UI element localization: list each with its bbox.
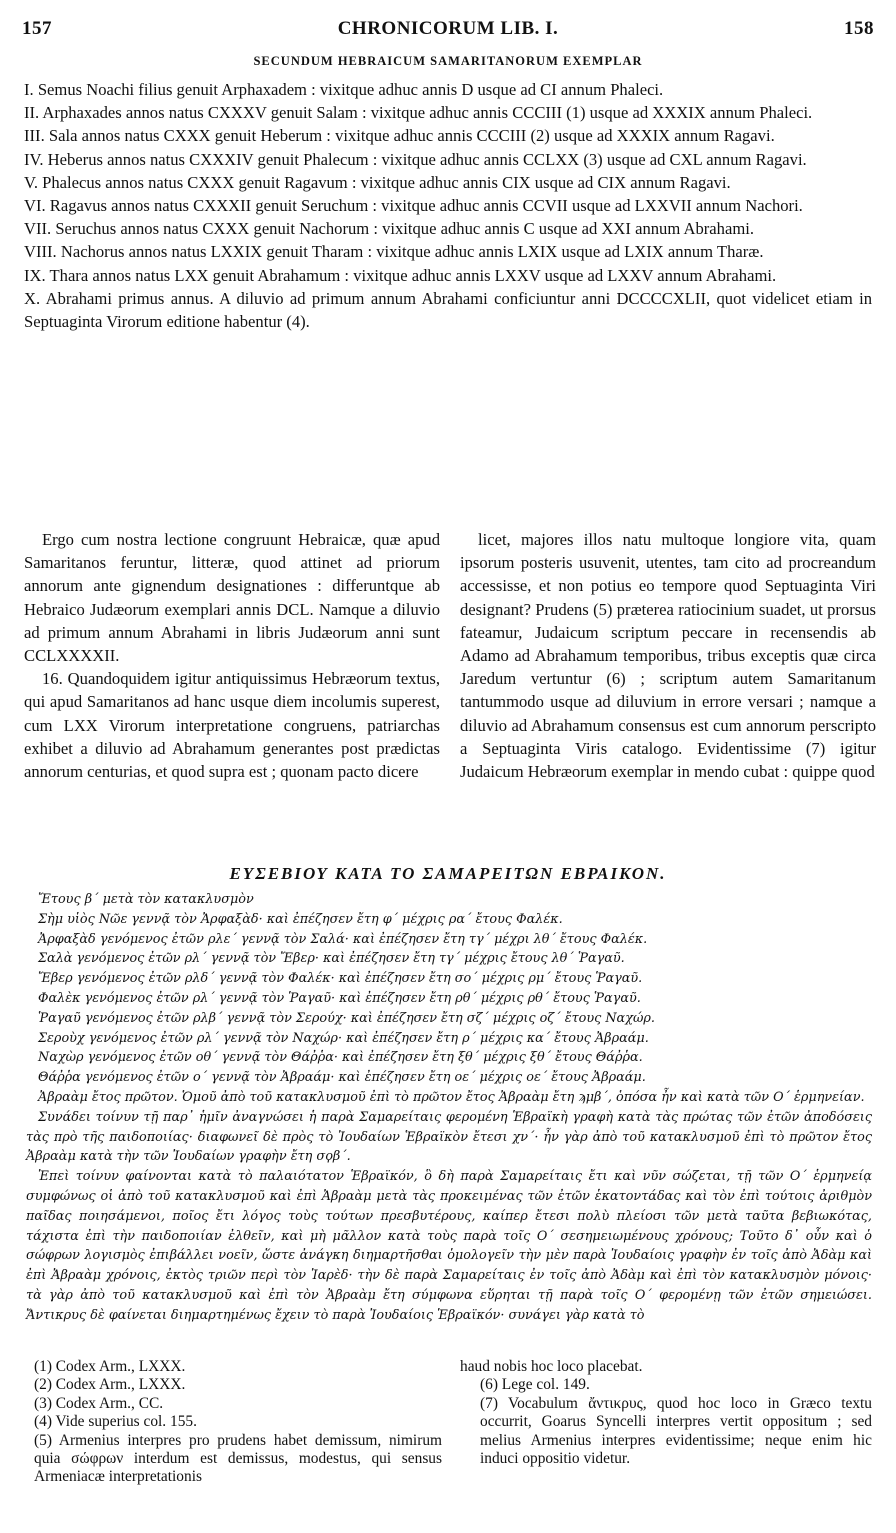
footnote: (6) Lege col. 149. bbox=[480, 1376, 590, 1394]
footnotes-right bbox=[460, 1358, 872, 1468]
generation-list bbox=[24, 78, 872, 333]
section-heading: SECUNDUM HEBRAICUM SAMARITANORUM EXEMPLAR bbox=[253, 54, 643, 68]
greek-line: Ἀρφαξὰδ γενόμενος ἐτῶν ρλε´ γεννᾷ τὸν Σαλά· καὶ ἐπέζησεν ἔτη τγ´ μέχρι λθ´ ἔτους Φαλέκ. bbox=[38, 931, 648, 947]
greek-line: Ἔτους β´ μετὰ τὸν κατακλυσμὸν bbox=[38, 892, 254, 907]
greek-line: Φαλὲκ γενόμενος ἐτῶν ρλ´ γεννᾷ τὸν Ῥαγαῦ· καὶ ἐπέζησεν ἔτη ρθ´ μέχρις ρθ´ ἔτους Ῥαγαῦ. bbox=[38, 990, 641, 1006]
generation-entry: II. Arphaxades annos natus CXXXV genuit Salam : vixitque adhuc annis CCCIII (1) usque ad XXXIX annum Phaleci. bbox=[24, 103, 813, 123]
footnote: (2) Codex Arm., LXXX. bbox=[34, 1376, 186, 1394]
generation-entry: III. Sala annos natus CXXX genuit Heberum : vixitque adhuc annis CCCIII (2) usque ad XXXIX annum Ragavi. bbox=[24, 126, 775, 146]
greek-section-title: ΕΥΣΕΒΙΟΥ ΚΑΤΑ ΤΟ ΣΑΜΑΡΕΙΤΩΝ ΕΒΡΑΙΚΟΝ. bbox=[229, 864, 667, 883]
generation-entry: VI. Ragavus annos natus CXXXII genuit Seruchum : vixitque adhuc annis CCVII usque ad LXXVII annum Nachori. bbox=[24, 196, 803, 216]
greek-text bbox=[26, 890, 872, 1326]
generation-entry: VII. Seruchus annos natus CXXX genuit Nachorum : vixitque adhuc annis C usque ad XXI annum Abrahami. bbox=[24, 219, 754, 239]
footnote: haud nobis hoc loco placebat. bbox=[460, 1358, 643, 1375]
generation-entry: I. Semus Noachi filius genuit Arphaxadem : vixitque adhuc annis D usque ad CI annum Phaleci. bbox=[24, 80, 664, 99]
generation-entry: IX. Thara annos natus LXX genuit Abrahamum : vixitque adhuc annis LXXV usque ad LXXV annum Abrahami. bbox=[24, 265, 777, 285]
paragraph: licet, majores illos natu multoque longiore vita, quam ipsorum posteris usuvenit, utentes, tam cito ad procreandum accessisse, et non potius eo tempore quod Septuaginta Viri designant? Prudens (5) præterea ratiocinium suadet, ut prorsus fateamur, Judaicum scriptum peccare in recensendis ab Adamo ad Abrahamum temporibus, tribus exceptis quæ circa Jaredum vertuntur (6) ; scriptum autem Samaritanum tantummodo usque ad diluvium in errore versari ; namque a diluvio ad Abrahamum consensus est cum annorum perscripto a Septuaginta Viris catalogo. Evidentissime (7) igitur Judaicum Hebræorum exemplar in mendo cubat : quippe quod bbox=[460, 530, 876, 782]
greek-line: Σεροὺχ γενόμενος ἐτῶν ρλ´ γεννᾷ τὸν Ναχώρ· καὶ ἐπέζησεν ἔτη ρ´ μέχρις κα´ ἔτους Ἀβραάμ. bbox=[38, 1030, 649, 1046]
footnote: (7) Vocabulum ἄντικρυς, quod hoc loco in Græco textu occurrit, Goarus Syncelli interpres vertit oppositum ; sed melius Armenius interpres evidentissime; neque enim hic induci oppositio videtur. bbox=[480, 1394, 872, 1468]
greek-line: Θάῤῥα γενόμενος ἐτῶν ο´ γεννᾷ τὸν Ἀβραάμ· καὶ ἐπέζησεν ἔτη οε´ μέχρις οε´ ἔτους Ἀβραάμ. bbox=[38, 1070, 646, 1086]
running-header bbox=[22, 18, 874, 44]
generation-entry: VIII. Nachorus annos natus LXXIX genuit Tharam : vixitque adhuc annis LXIX usque ad LXIX annum Tharæ. bbox=[24, 242, 764, 262]
right-page-number: 158 bbox=[844, 18, 874, 39]
greek-line: Ναχὼρ γενόμενος ἐτῶν οθ´ γεννᾷ τὸν Θάῤῥα· καὶ ἐπέζησεν ἔτη ξθ´ μέχρις ξθ´ ἔτους Θάῤῥα. bbox=[38, 1050, 643, 1066]
left-page-number: 157 bbox=[22, 18, 52, 39]
greek-line: Σαλὰ γενόμενος ἐτῶν ρλ´ γεννᾷ τὸν Ἔβερ· καὶ ἐπέζησεν ἔτη τγ´ μέχρις ἔτους λθ´ Ῥαγαῦ. bbox=[38, 951, 625, 967]
generation-entry: IV. Heberus annos natus CXXXIV genuit Phalecum : vixitque adhuc annis CCLXX (3) usque ad CXL annum Ragavi. bbox=[24, 149, 807, 169]
greek-paragraph: Ἀβραὰμ ἔτος πρῶτον. Ὁμοῦ ἀπὸ τοῦ κατακλυσμοῦ ἐπὶ τὸ πρῶτον ἔτος Ἀβραὰμ ἔτη ϡμβ´, ὁπόσα ἦν καὶ κατὰ τῶν Ο´ ἑρμηνείαν. bbox=[38, 1089, 865, 1105]
right-column bbox=[460, 528, 876, 783]
footnote: (3) Codex Arm., CC. bbox=[34, 1394, 164, 1412]
left-column bbox=[24, 528, 440, 783]
paragraph: 16. Quandoquidem igitur antiquissimus Hebræorum textus, qui apud Samaritanos ad hanc usque diem incolumis superest, cum LXX Virorum interpretatione congruens, patriarchas exhibet a diluvio ad Abrahamum generantes post prædictas annorum centurias, et quod supra est ; quonam pacto dicere bbox=[24, 669, 440, 782]
greek-line: Ἔβερ γενόμενος ἐτῶν ρλδ´ γεννᾷ τὸν Φαλέκ· καὶ ἐπέζησεν ἔτη σο´ μέχρις ρμ´ ἔτους Ῥαγαῦ. bbox=[38, 971, 643, 987]
footnote: (5) Armenius interpres pro prudens habet demissum, nimirum quia σώφρων interdum est demissus, modestus, qui sensus Armeniacæ interpretationis bbox=[34, 1431, 442, 1486]
footnote: (4) Vide superius col. 155. bbox=[34, 1413, 197, 1431]
greek-paragraph: Ἐπεὶ τοίνυν φαίνονται κατὰ τὸ παλαιότατον Ἑβραϊκόν, ὃ δὴ παρὰ Σαμαρείταις ἔτι καὶ νῦν σώζεται, τῇ τῶν Ο´ ἑρμηνείᾳ συμφώνως οἱ ἀπὸ τοῦ κατακλυσμοῦ καὶ ἐπὶ Ἀβραὰμ μετὰ τὰς προκειμένας τῶν ἐτῶν ἑκατοντάδας καὶ τὸν ἐπὶ τούτοις ἀριθμὸν παῖδας ποιησάμενοι, ποῖος ἔτι λόγος τοὺς τούτων πρεσβυτέρους, καίπερ ἔτεσι πολὺ πλείοσι τῶν μετὰ ταῦτα βεβιωκότας, τάχιστα ἐπὶ τὴν παιδοποιίαν ἐλθεῖν, καὶ μὴ μᾶλλον κατὰ τοὺς παρὰ τοῖς Ο´ σεσημειωμένους χρόνους; Τοῦτο δ᾽ οὖν καὶ ὁ σώφρων λογισμὸς ἐπιβάλλει νοεῖν, ὥστε ἀνάγκη διημαρτῆσθαι ὁμολογεῖν τὴν μὲν παρὰ Ἰουδαίοις γραφὴν ἐν τοῖς ἀπὸ Ἀδὰμ καὶ ἐπὶ Ἀβραὰμ χρόνοις, ἐκτὸς τριῶν περὶ τὸν Ἰαρὲδ· τὴν δὲ παρὰ Σαμαρείταις ἐν τοῖς ἀπὸ Ἀδὰμ καὶ ἐπὶ τὸν κατακλυσμὸν μόνοις· τὰ γὰρ ἀπὸ τοῦ κατακλυσμοῦ καὶ ἐπὶ τὸν Ἀβραὰμ ἔτη σύμφωνα εὕρηται τῇ παρὰ τοῖς Ο´ φερομένῃ τῶν ἐτῶν σημειώσει. Ἄντικρυς δὲ φαίνεται διημαρτημένως ἔχειν τὸ παρὰ Ἰουδαίοις Ἑβραϊκόν· συνάγει γὰρ κατὰ τὸ bbox=[26, 1169, 872, 1323]
generation-entry: X. Abrahami primus annus. A diluvio ad primum annum Abrahami conficiuntur anni DCCCCXLII, quot videlicet etiam in Septuaginta Virorum editione habentur (4). bbox=[24, 288, 872, 332]
running-title: CHRONICORUM LIB. I. bbox=[337, 18, 559, 39]
footnote: (1) Codex Arm., LXXX. bbox=[34, 1358, 186, 1375]
greek-line: Σὴμ υἱὸς Νῶε γεννᾷ τὸν Ἀρφαξὰδ· καὶ ἐπέζησεν ἔτη φ´ μέχρις ρα´ ἔτους Φαλέκ. bbox=[38, 911, 563, 927]
footnotes-left bbox=[34, 1358, 442, 1487]
greek-paragraph: Συνάδει τοίνυν τῇ παρ᾽ ἡμῖν ἀναγνώσει ἡ παρὰ Σαμαρείταις φερομένη Ἑβραϊκὴ γραφὴ κατὰ τὰς πρώτας τῶν ἐτῶν ἀποδόσεις τὰς πρὸ τῆς παιδοποιίας· διαφωνεῖ δὲ πρὸς τὸ Ἰουδαίων Ἑβραϊκὸν ἔτεσι χν´· ἦν γὰρ ἀπὸ τοῦ κατακλυσμοῦ ἐπὶ τὸ πρῶτον ἔτος Ἀβραὰμ κατὰ τὴν τῶν Ἰουδαίων γραφὴν ἔτη σϙβ´. bbox=[26, 1109, 872, 1165]
paragraph: Ergo cum nostra lectione congruunt Hebraicæ, quæ apud Samaritanos feruntur, litteræ, quod attinet ad priorum annorum ante gignendum designationes : differuntque ab Hebraico Judæorum exemplari annis DCL. Namque a diluvio ad primum annum Abrahami in libris Judæorum anni sunt CCLXXXXII. bbox=[24, 530, 440, 666]
greek-line: Ῥαγαῦ γενόμενος ἐτῶν ρλβ´ γεννᾷ τὸν Σερούχ· καὶ ἐπέζησεν ἔτη σζ´ μέχρις οζ´ ἔτους Ναχώρ. bbox=[38, 1010, 655, 1026]
generation-entry: V. Phalecus annos natus CXXX genuit Ragavum : vixitque adhuc annis CIX usque ad CIX annum Ragavi. bbox=[24, 172, 731, 192]
